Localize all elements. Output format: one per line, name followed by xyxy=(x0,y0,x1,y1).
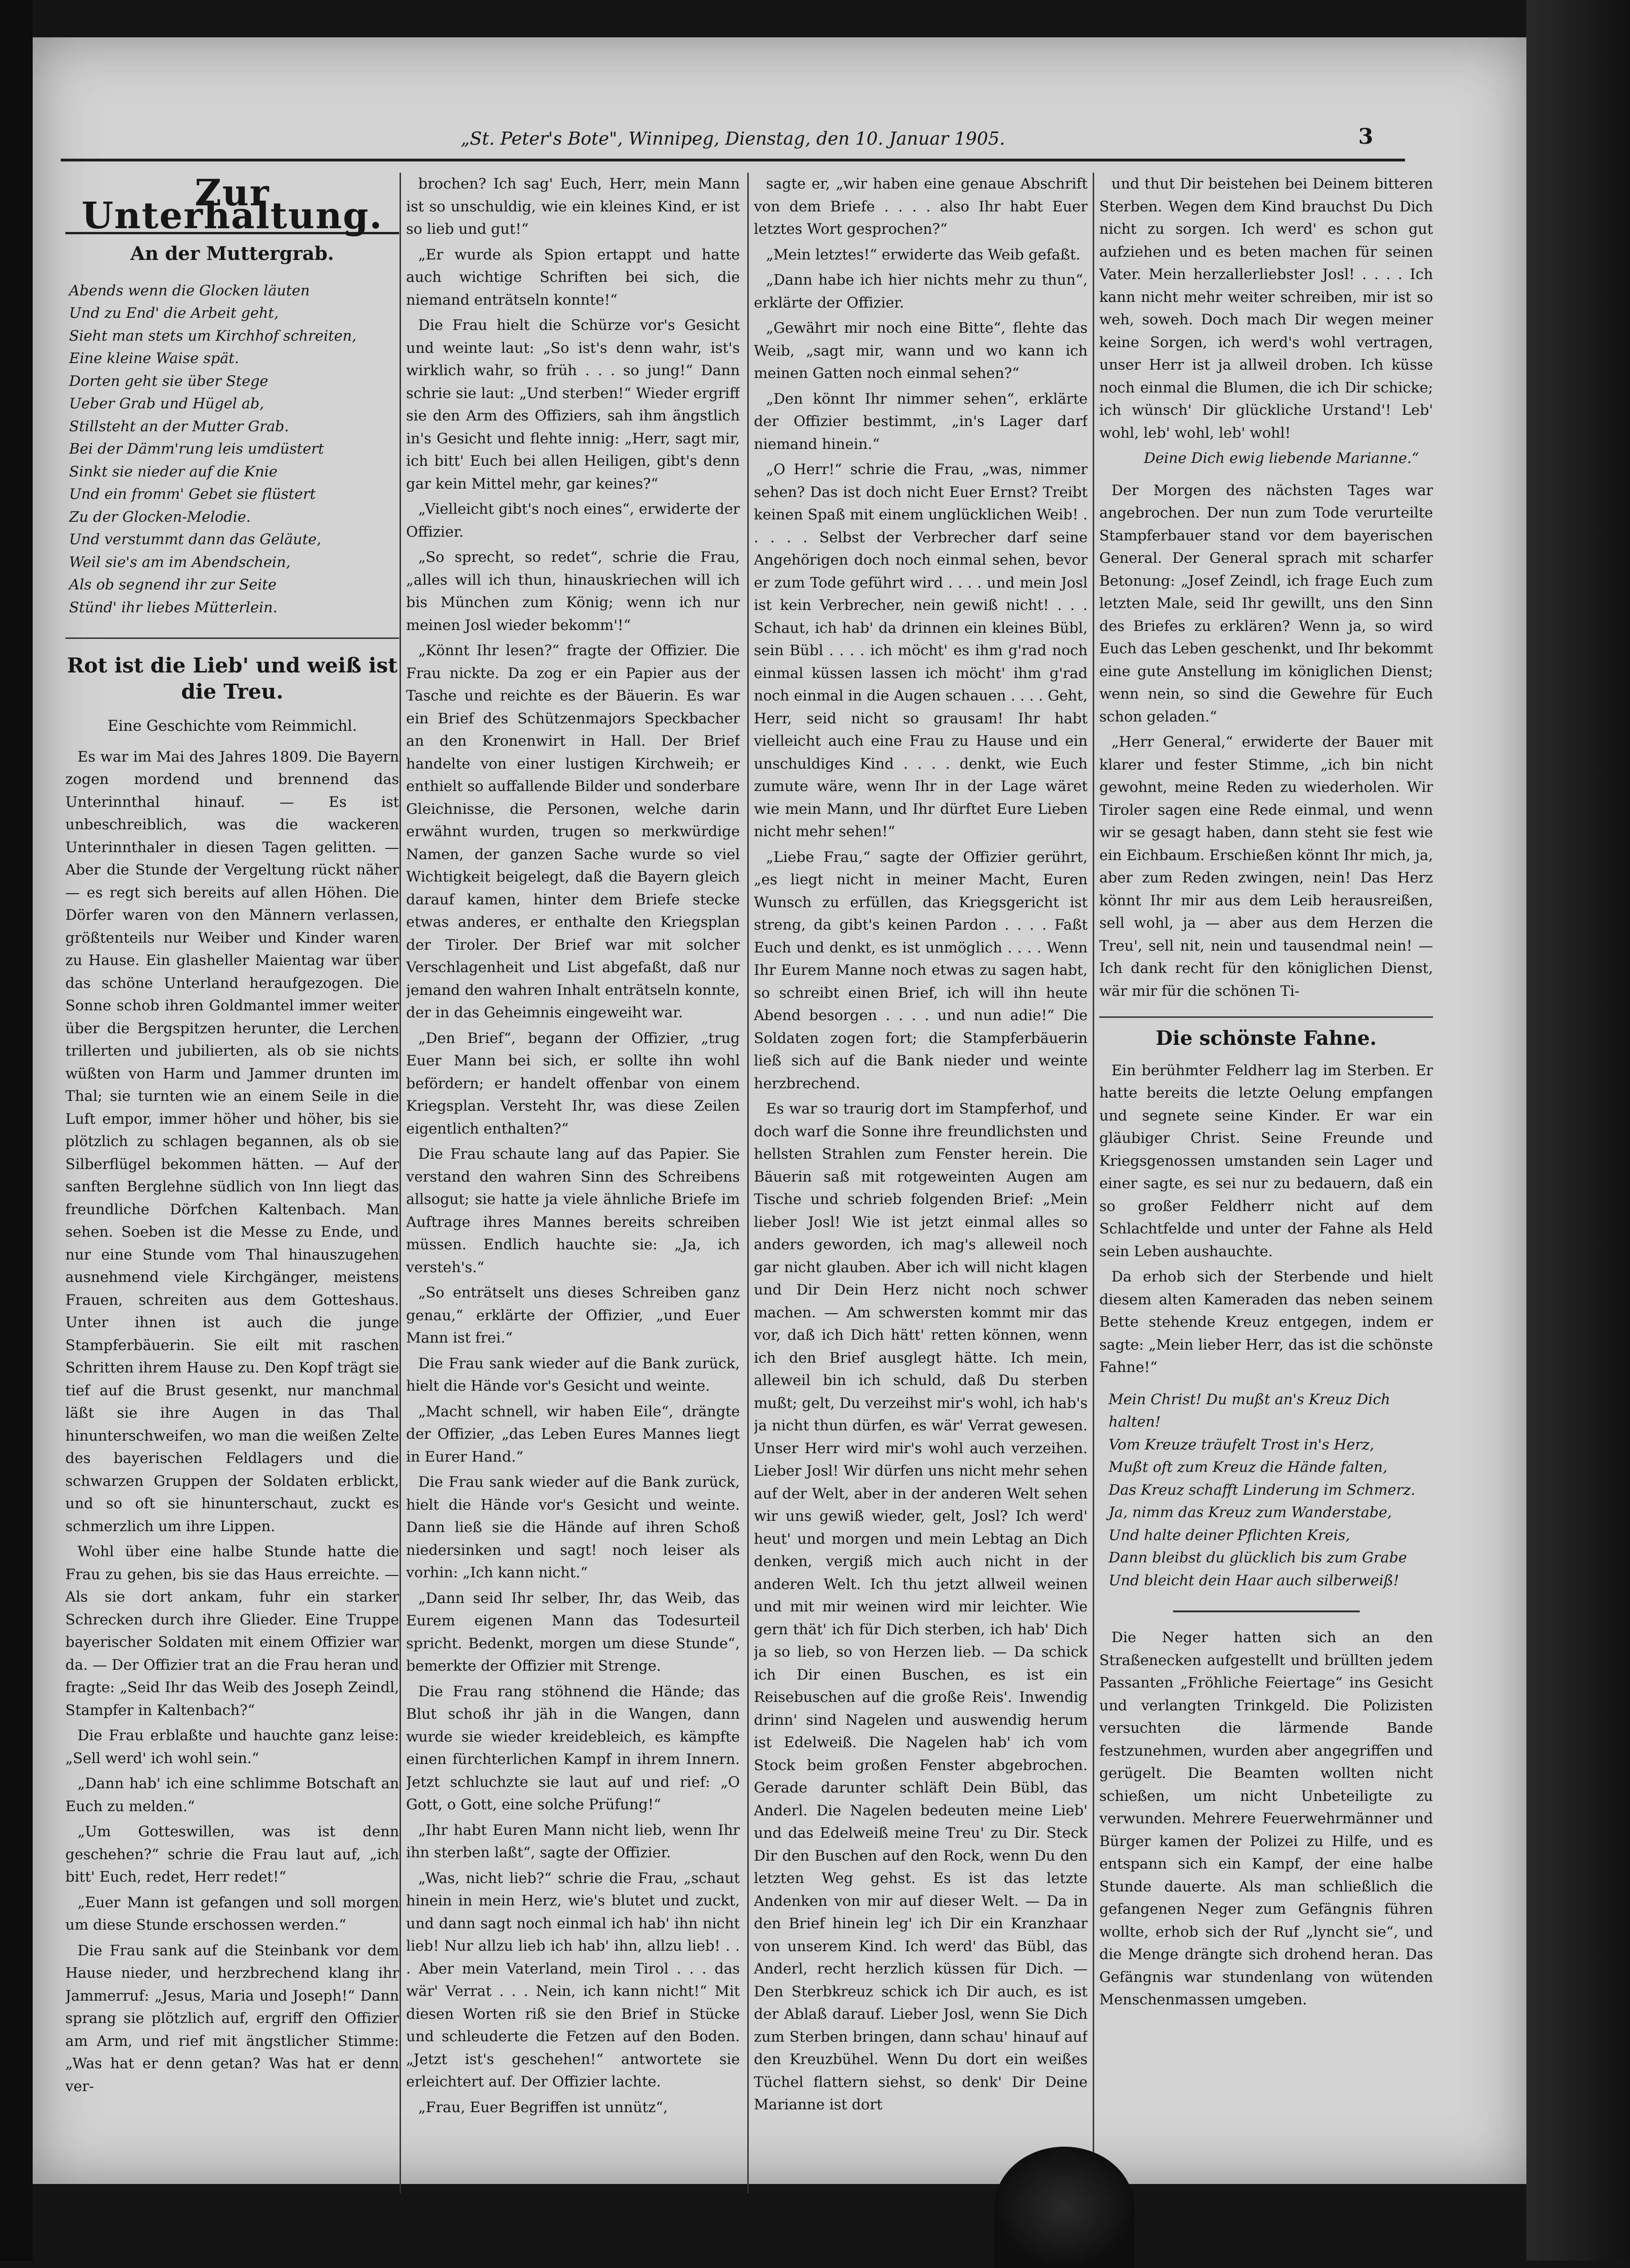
header-rule xyxy=(61,159,1405,161)
paragraph: Es war im Mai des Jahres 1809. Die Bayern zogen mordend und brennend das Unterinnthal hinauf. — Es ist unbeschreiblich, was die wackeren Unterinnthaler in diesen Tagen gelitten. — Aber die Stunde der Vergeltung rückt näher — es regt sich bereits auf allen Höhen. Die Dörfer waren von den Männern verlassen, größtenteils nur Weiber und Kinder waren zu Hause. Ein glasheller Maientag war über das schöne Unterland heraufgezogen. Die Sonne schob ihren Goldmantel immer weiter über die Bergspitzen herunter, die Lerchen trillerten und jubilierten, als ob sie nichts wüßten von Harm und Jammer drunten im Thal; sie turnten wie an einem Seile in die Luft empor, immer höher und höher, bis sie plötzlich zu schlagen begannen, als ob sie Silberflügel bekommen hätten. — Auf der sanften Berglehne südlich von Inn liegt das freundliche Dörfchen Kaltenbach. Man sehen. Soeben ist die Messe zu Ende, und nur eine Stunde vom Thal hinauszugehen ausnehmend viele Kirchgänger, meistens Frauen, schreiten aus dem Gotteshaus. Unter ihnen ist auch die junge Stampferbäuerin. Sie eilt mit raschen Schritten ihrem Hause zu. Den Kopf trägt sie tief auf die Brust gesenkt, nur manchmal läßt sie ihre Augen in das Thal hinunterschweifen, wo man die weißen Zelte des bayerischen Feldlagers und die schwarzen Gruppen der Soldaten erblickt, und so oft sie hinunterschaut, zuckt es schmerzlich um ihre Lippen. xyxy=(65,748,399,1535)
poem-line: Zu der Glocken-Melodie. xyxy=(69,508,251,525)
verse-line: Vom Kreuze träufelt Trost in's Herz, xyxy=(1109,1436,1374,1453)
verse-line: Und halte deiner Pflichten Kreis, xyxy=(1109,1526,1350,1544)
paragraph: „Er wurde als Spion ertappt und hatte auch wichtige Schriften bei sich, die niemand enträtseln konnte!“ xyxy=(406,246,740,308)
paragraph: „Vielleicht gibt's noch eines“, erwiderte der Offizier. xyxy=(406,501,740,540)
paragraph: Die Frau sank wieder auf die Bank zurück, hielt die Hände vor's Gesicht und weinte. xyxy=(406,1355,740,1394)
page-number: 3 xyxy=(1358,124,1374,149)
paragraph: Die Frau rang stöhnend die Hände; das Blut schoß ihr jäh in die Wangen, dann wurde sie wieder kreidebleich, es kämpfte einen fürchterlichen Kampf in ihrem Innern. Jetzt schluchzte sie laut auf und rief: „O Gott, o Gott, eine solche Prüfung!“ xyxy=(406,1683,740,1813)
anecdote-text xyxy=(1099,1059,1433,1379)
paragraph: „Um Gotteswillen, was ist denn geschehen?“ schrie die Frau laut auf, „ich bitt' Euch, redet, Herr redet!“ xyxy=(65,1823,399,1885)
paragraph: „O Herr!“ schrie die Frau, „was, nimmer sehen? Das ist doch nicht Euer Ernst? Treibt keinen Spaß mit einem unglücklichen Weib! . . . . . Selbst der Verbrecher darf seine Angehörigen doch noch einmal sehen, bevor er zum Tode geführt wird . . . . und mein Josl ist kein Verbrecher, nein gewiß nicht! . . . Schaut, ich hab' da drinnen ein kleines Bübl, sein Bübl . . . . ich möcht' es ihm g'rad noch einmal küssen lassen ich möcht' ihm g'rad noch einmal in die Augen schauen . . . . Geht, Herr, seid nicht so grausam! Ihr habt vielleicht auch eine Frau zu Hause und ein unschuldiges Kind . . . . denkt, wie Euch zumute wäre, wenn Ihr in der Lage wäret wie mein Mann, und Ihr dürftet Eure Lieben nicht mehr sehen!“ xyxy=(754,461,1088,840)
column-3 xyxy=(754,173,1088,2193)
poem-line: Eine kleine Waise spät. xyxy=(69,350,239,367)
paragraph: „Ihr habt Euren Mann nicht lieb, wenn Ihr ihn sterben laßt“, sagte der Offizier. xyxy=(406,1821,740,1861)
paragraph: „So sprecht, so redet“, schrie die Frau, „alles will ich thun, hinauskriechen will ich bis München zum König; wenn ich nur meinen Josl wieder bekomm'!“ xyxy=(406,549,740,634)
paragraph: Die Frau sank wieder auf die Bank zurück, hielt die Hände vor's Gesicht und weinte. Dann ließ sie die Hände auf ihren Schoß niedersinken und sagt! noch leiser als vorhin: „Ich kann nicht.“ xyxy=(406,1474,740,1581)
poem-line: Abends wenn die Glocken läuten xyxy=(69,282,310,299)
poem-line: Stillsteht an der Mutter Grab. xyxy=(69,418,289,435)
poem-line: Und zu End' die Arbeit geht, xyxy=(69,305,279,322)
thumb-shadow xyxy=(994,2147,1134,2268)
poem-line: Stünd' ihr liebes Mütterlein. xyxy=(69,599,278,616)
paragraph: Die Frau sank auf die Steinbank vor dem Hause nieder, und herzbrechend klang ihr Jammerruf: „Jesus, Maria und Joseph!“ Dann sprang sie plötzlich auf, ergriff den Offizier am Arm, und rief mit ängstlicher Stimme: „Was hat er denn getan? Was hat er denn ver- xyxy=(65,1942,399,2095)
paragraph: „Dann hab' ich eine schlimme Botschaft an Euch zu melden.“ xyxy=(65,1775,399,1815)
anecdote-title: Die schönste Fahne. xyxy=(1099,1016,1433,1050)
poem-title: An der Muttergrab. xyxy=(130,243,334,265)
paragraph: Die Frau schaute lang auf das Papier. Sie verstand den wahren Sinn des Schreibens allsogut; sie hatte ja viele ähnliche Briefe im Auftrage ihres Mannes bereits schreiben müssen. Endlich hauchte sie: „Ja, ich versteh's.“ xyxy=(406,1146,740,1276)
news-text: Die Neger hatten sich an den Straßenecken aufgestellt und brüllten jedem Passanten „Fröhliche Feiertage“ ins Gesicht und verlangten Trinkgeld. Die Polizisten versuchten die lärmende Bande festzunehmen, wurden aber angegriffen und gerügelt. Die Beamten wollten nicht schießen, um nicht Unbeteiligte zu verwunden. Mehrere Feuerwehrmänner und Bürger kamen der Polizei zu Hilfe, und es entspann sich ein Kampf, der eine halbe Stunde dauerte. Als man schließlich die gefangenen Neger zum Gefängnis führen wollte, erhob sich der Ruf „lyncht sie“, und die Menge drängte sich drohend heran. Das Gefängnis war stundenlang von wütenden Menschenmassen umgeben. xyxy=(1099,1629,1433,2008)
column-4 xyxy=(1099,173,1433,2193)
story-text xyxy=(754,173,1088,2116)
paragraph: Die Frau erblaßte und hauchte ganz leise: „Sell werd' ich wohl sein.“ xyxy=(65,1727,399,1767)
poem-line: Dorten geht sie über Stege xyxy=(69,372,268,390)
section-title: Zur Unterhaltung. xyxy=(65,182,399,234)
poem-line: Sieht man stets um Kirchhof schreiten, xyxy=(69,327,357,344)
paragraph: Der Morgen des nächsten Tages war angebrochen. Der nun zum Tode verurteilte Stampferbauer stand vor dem bayerischen General. Der General sprach mit scharfer Betonung: „Josef Zeindl, ich frage Euch zum letzten Male, seid Ihr gewillt, uns den Sinn des Briefes zu erklären? Wenn ja, so wird Euch das Leben geschenkt, und Ihr bekommt eine gute Anstellung im königlichen Dienst; wenn nein, so sind die Gewehre für Euch schon geladen.“ xyxy=(1099,482,1433,725)
letter-signature: Deine Dich ewig liebende Marianne.“ xyxy=(1144,450,1419,467)
paragraph: „So enträtselt uns dieses Schreiben ganz genau,“ erklärte der Offizier, „und Euer Mann ist frei.“ xyxy=(406,1284,740,1346)
scan-border-right xyxy=(1526,0,1630,2261)
poem-line: Bei der Dämm'rung leis umdüstert xyxy=(69,441,324,457)
page-header: „St. Peter's Bote", Winnipeg, Dienstag, den 10. Januar 1905. xyxy=(460,128,1005,149)
story-text xyxy=(1099,479,1433,1003)
poem-line: Ueber Grab und Hügel ab, xyxy=(69,395,264,412)
paragraph: „Den könnt Ihr nimmer sehen“, erklärte der Offizier bestimmt, „in's Lager darf niemand hinein.“ xyxy=(754,390,1088,453)
verse-line: Mein Christ! Du mußt an's Kreuz Dich halten! xyxy=(1109,1391,1391,1430)
paragraph: „Mein letztes!“ erwiderte das Weib gefaßt. xyxy=(766,246,1081,263)
paragraph: „Macht schnell, wir haben Eile“, drängte der Offizier, „das Leben Eures Mannes liegt in Eurer Hand.“ xyxy=(406,1403,740,1465)
anecdote-verse xyxy=(1109,1388,1433,1592)
paragraph: sagte er, „wir haben eine genaue Abschrift von dem Briefe . . . . also Ihr habt Euer letztes Wort gesprochen?“ xyxy=(754,175,1088,238)
column-1 xyxy=(65,173,399,2193)
poem-line: Sinkt sie nieder auf die Knie xyxy=(69,463,278,480)
paragraph: brochen? Ich sag' Euch, Herr, mein Mann ist so unschuldig, wie ein kleines Kind, er ist so lieb und gut!“ xyxy=(406,175,740,238)
poem-line: Und ein fromm' Gebet sie flüstert xyxy=(69,486,316,503)
story-text xyxy=(406,173,740,2119)
verse-line: Ja, nimm das Kreuz zum Wanderstabe, xyxy=(1109,1504,1392,1521)
poem-line: Weil sie's am im Abendschein, xyxy=(69,553,291,571)
column-2 xyxy=(406,173,740,2193)
poem-line: Und verstummt dann das Geläute, xyxy=(69,531,322,548)
paragraph: „Euer Mann ist gefangen und soll morgen um diese Stunde erschossen werden.“ xyxy=(65,1894,399,1933)
paragraph: Da erhob sich der Sterbende und hielt diesem alten Kameraden das neben seinem Bette stehende Kreuz entgegen, indem er sagte: „Mein lieber Herr, das ist die schönste Fahne!“ xyxy=(1099,1268,1433,1376)
column-divider xyxy=(747,173,749,2193)
verse-line: Dann bleibst du glücklich bis zum Grabe xyxy=(1109,1549,1407,1566)
poem-line: Als ob segnend ihr zur Seite xyxy=(69,576,277,593)
paragraph: „Dann seid Ihr selber, Ihr, das Weib, das Eurem eigenen Mann das Todesurteil spricht. Bedenkt, morgen um diese Stunde“, bemerkte der Offizier mit Strenge. xyxy=(406,1589,740,1674)
scan-border-left xyxy=(0,0,33,2261)
story-subtitle: Eine Geschichte vom Reimmichl. xyxy=(107,717,357,735)
paragraph: Die Frau hielt die Schürze vor's Gesicht und weinte laut: „So ist's denn wahr, ist's wirklich wahr, so früh . . . so jung!“ Dann schrie sie laut: „Und sterben!“ Wieder ergriff sie den Arm des Offiziers, sah ihm ängstlich in's Gesicht und flehte innig: „Herr, sagt mir, ich bitt' Euch bei allen Heiligen, gibt's denn gar kein Mittel mehr, gar keines?“ xyxy=(406,317,740,492)
paragraph: und thut Dir beistehen bei Deinem bitteren Sterben. Wegen dem Kind brauchst Du Dich nicht zu sorgen. Ich werd' es schon gut aufziehen und es beten machen für seinen Vater. Mein herzallerliebster Josl! . . . . Ich kann nicht mehr weiter schreiben, mir ist so weh, soweh. Doch mach Dir wegen meiner keine Sorgen, ich werd's wohl vertragen, unser Herr ist ja allweil droben. Ich küsse noch einmal die Blumen, die ich Dir schicke; ich wünsch' Dir glückliche Urstand'! Leb' wohl, leb' wohl, leb' wohl! xyxy=(1099,175,1433,441)
verse-line: Das Kreuz schafft Linderung im Schmerz. xyxy=(1109,1481,1416,1498)
column-divider xyxy=(400,173,401,2193)
story-text xyxy=(1099,173,1433,444)
newspaper-page xyxy=(33,37,1526,2184)
section-rule xyxy=(1173,1610,1360,1612)
paragraph: Ein berühmter Feldherr lag im Sterben. Er hatte bereits die letzte Oelung empfangen und segnete seine Kinder. Er war ein gläubiger Christ. Seine Freunde und Kriegsgenossen umstanden sein Lager und einer sagte, es sei nur zu bedauern, daß ein so großer Feldherr nicht auf dem Schlachtfelde und unter der Fahne als Held sein Leben aushauchte. xyxy=(1099,1062,1433,1260)
paragraph: „Frau, Euer Begriffen ist unnütz“, xyxy=(418,2099,668,2116)
verse-line: Und bleicht dein Haar auch silberweiß! xyxy=(1109,1572,1399,1589)
paragraph: Es war so traurig dort im Stampferhof, und doch warf die Sonne ihre freundlichsten und hellsten Strahlen zum Fenster herein. Die Bäuerin saß mit rotgeweinten Augen am Tische und schrieb folgenden Brief: „Mein lieber Josl! Wie ist jetzt einmal alles so anders geworden, ich mag's alleweil noch gar nicht glauben. Aber ich will nicht klagen und Dir Dein Herz nicht noch schwer machen. — Am schwersten kommt mir das vor, daß ich Dich hätt' retten können, wenn ich den Brief ausglegt hätte. Ich mein, alleweil bin ich schuld, daß Du sterben mußt; gelt, Du verzeihst mir's wohl, ich hab's ja nicht thun dürfen, es wär' Verrat gewesen. Unser Herr wird mir's wohl auch verzeihen. Lieber Josl! Wir dürfen uns nicht mehr sehen auf der Welt, aber in der anderen Welt sehen wir uns gewiß wieder, gelt, Josl? Ich werd' heut' und morgen und mein Lebtag an Dich denken, vergiß mich auch nicht in der anderen Welt. Ich thu jetzt allweil weinen und mit mir weinen wird mir leichter. Wie gern thät' ich für Dich sterben, ich hab' Dich ja so lieb, so von Herzen lieb. — Da schick ich Dir einen Buschen, es ist ein Reisebuschen auf die große Reis'. Inwendig drinn' sind Nagelen und auswendig herum ist Edelweiß. Die Nagelen hab' ich vom Stock beim großen Fenster abgebrochen. Gerade darunter schläft Dein Bübl, das Anderl. Die Nagelen bedeuten meine Lieb' und das Edelweiß meine Treu' zu Dir. Steck Dir den Buschen auf den Rock, wenn Du den letzten Weg gehst. Es ist das letzte Andenken von mir auf dieser Welt. — Da in den Brief hinein leg' ich Dir ein Kranzhaar von unserem Kind. Ich werd' das Bübl, das Anderl, recht herzlich küssen für Dich. — Den Sterbkreuz schick ich Dir auch, es ist der Ablaß darauf. Lieber Josl, wenn Sie Dich zum Sterben bringen, dann schau' hinauf auf den Kreuzbühel. Wenn Du dort ein weißes Tüchel flattern siehst, so denk' Dir Deine Marianne ist dort xyxy=(754,1100,1088,2113)
paragraph: „Dann habe ich hier nichts mehr zu thun“, erklärte der Offizier. xyxy=(754,272,1088,311)
paragraph: „Herr General,“ erwiderte der Bauer mit klarer und fester Stimme, „ich bin nicht gewohnt, meine Reden zu wiederholen. Wir Tiroler sagen eine Rede einmal, und wenn wir se gesagt haben, dann steht sie fest wie ein Eichbaum. Erschießen könnt Ihr mich, ja, aber zum Reden zwingen, nein! Das Herz könnt Ihr mir aus dem Leib herausreißen, sell wohl, ja — aber aus dem Herzen die Treu', sell nit, nein und tausendmal nein! — Ich dank recht für den königlichen Dienst, wär mir für die schönen Ti- xyxy=(1099,734,1433,1000)
paragraph: Wohl über eine halbe Stunde hatte die Frau zu gehen, bis sie das Haus erreichte. — Als sie dort ankam, fuhr ein starker Schrecken durch ihre Glieder. Eine Truppe bayerischer Soldaten mit einem Offizier war da. — Der Offizier trat an die Frau heran und fragte: „Seid Ihr das Weib des Joseph Zeindl, Stampfer in Kaltenbach?“ xyxy=(65,1543,399,1719)
verse-line: Mußt oft zum Kreuz die Hände falten, xyxy=(1109,1459,1388,1476)
paragraph: „Den Brief“, begann der Offizier, „trug Euer Mann bei sich, er sollte ihn wohl befördern; er handelt offenbar von einem Kriegsplan. Versteht Ihr, was diese Zeilen eigentlich enthalten?“ xyxy=(406,1029,740,1137)
paragraph: „Was, nicht lieb?“ schrie die Frau, „schaut hinein in mein Herz, wie's blutet und zuckt, und dann sagt noch einmal ich hab' ihn nicht lieb! Nur allzu lieb ich hab' ihn, allzu lieb! . . . Aber mein Vaterland, mein Tirol . . . das wär' Verrat . . . Nein, ich kann nicht!“ Mit diesen Worten riß sie den Brief in Stücke und schleuderte die Fetzen auf den Boden. „Jetzt ist's geschehen!“ antwortete sie erleichtert auf. Der Offizier lachte. xyxy=(406,1869,740,2090)
paragraph: „Liebe Frau,“ sagte der Offizier gerührt, „es liegt nicht in meiner Macht, Euren Wunsch zu erfüllen, das Kriegsgericht ist streng, da gibt's keinen Pardon . . . . Faßt Euch und denkt, es ist unmöglich . . . . Wenn Ihr Eurem Manne noch etwas zu sagen habt, so schreibt einen Brief, ich will ihn heute Abend besorgen . . . . und nun adie!“ Die Soldaten zogen fort; die Stampferbäuerin ließ sich auf die Bank nieder und weinte herzbrechend. xyxy=(754,848,1088,1092)
column-divider xyxy=(1093,173,1094,2193)
poem xyxy=(65,280,399,619)
paragraph: „Gewährt mir noch eine Bitte“, flehte das Weib, „sagt mir, wann und wo kann ich meinen Gatten noch einmal sehen?“ xyxy=(754,320,1088,382)
story-title: Rot ist die Lieb' und weiß ist die Treu. xyxy=(65,637,399,705)
story-text xyxy=(65,746,399,2098)
paragraph: „Könnt Ihr lesen?“ fragte der Offizier. Die Frau nickte. Da zog er ein Papier aus der Tasche und reichte es der Bäuerin. Es war ein Brief des Schützenmajors Speckbacher an den Kronenwirt in Hall. Der Brief handelte von einer lustigen Kirchweih; er enthielt so auffallende Bilder und sonderbare Gleichnisse, die Personen, welche darin erwähnt wurden, trugen so merkwürdige Namen, der ganzen Sache wurde so viel Wichtigkeit beigelegt, daß die Bayern gleich darauf kamen, hinter dem Briefe stecke etwas anderes, er enthalte den Kriegsplan der Tiroler. Der Brief war mit solcher Verschlagenheit und List abgefaßt, daß nur jemand den wahren Inhalt enträtseln konnte, der in das Geheimnis eingeweiht war. xyxy=(406,642,740,1021)
